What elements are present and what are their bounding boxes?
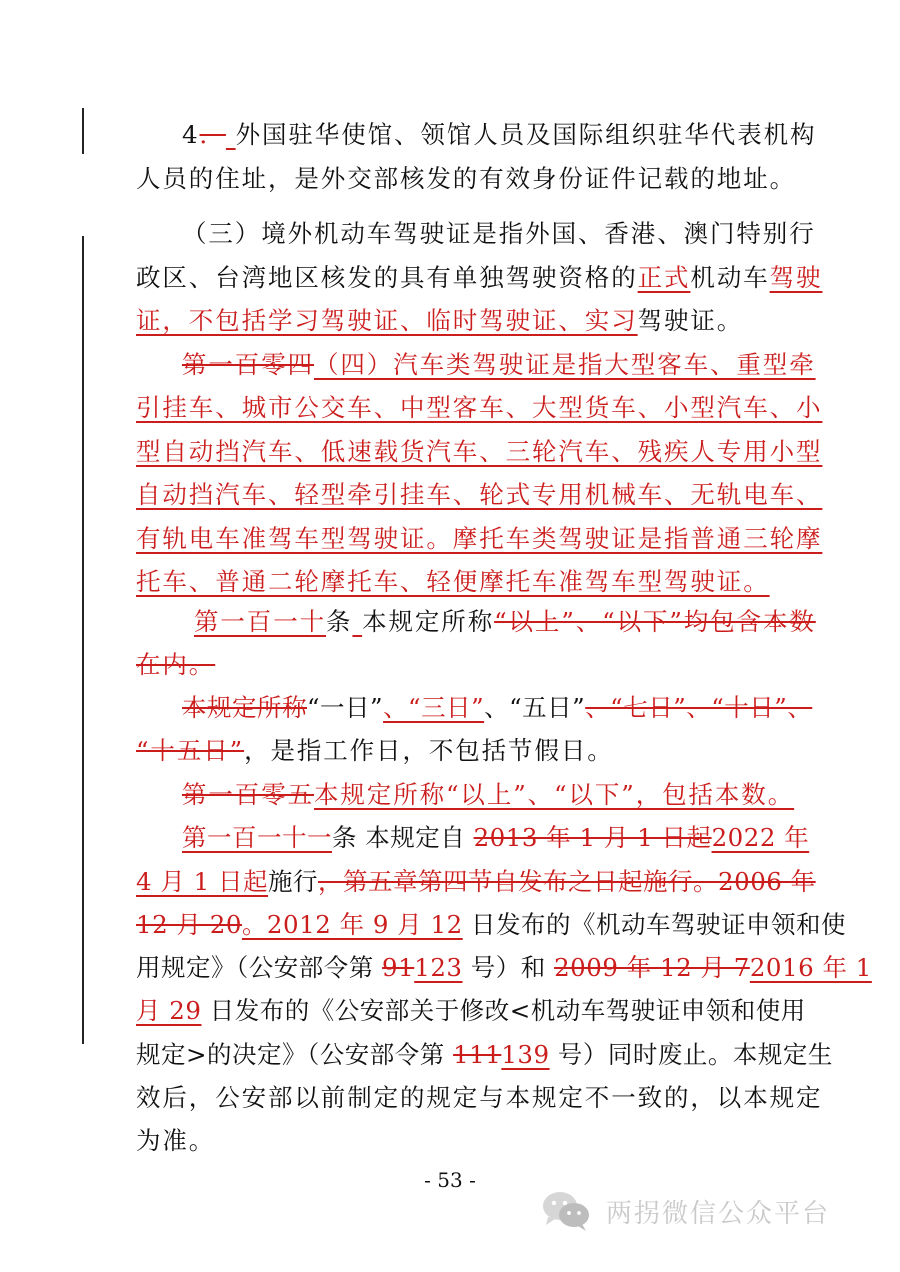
text-line bbox=[136, 214, 822, 254]
change-bar bbox=[82, 236, 84, 1044]
text-line bbox=[136, 475, 823, 515]
text-line bbox=[136, 388, 823, 428]
text-line bbox=[136, 1078, 823, 1118]
text-line bbox=[136, 562, 776, 602]
deleted-text: 在内。 bbox=[136, 650, 216, 679]
text-run: 号）同时废止。本规定生 bbox=[549, 1040, 833, 1069]
text-run: ，是指工作日，不包括节假日。 bbox=[244, 736, 614, 765]
inserted-text: 月 29 bbox=[136, 996, 202, 1025]
inserted-text: 自动挡汽车、轻型牵引挂车、轮式专用机械车、无轨电车、 bbox=[136, 480, 823, 509]
inserted-text: 驾驶 bbox=[769, 263, 823, 292]
text-line bbox=[136, 301, 776, 341]
inserted-text: 第一百一十 bbox=[194, 607, 326, 636]
inserted-text: 托车、普通二轮摩托车、轻便摩托车准驾车型驾驶证。 bbox=[136, 567, 770, 596]
text-line bbox=[136, 775, 822, 815]
deleted-text: 12 月 20 bbox=[136, 910, 242, 939]
inserted-text: 2022 年 bbox=[711, 823, 810, 852]
inserted-text bbox=[226, 120, 236, 149]
inserted-text: 第一百一十一 bbox=[182, 823, 332, 852]
text-line bbox=[136, 115, 822, 155]
inserted-text: 123 bbox=[414, 953, 463, 982]
inserted-text: 正式 bbox=[637, 263, 691, 292]
text-run: 本规定所称 bbox=[362, 607, 495, 636]
text-run: 为准。 bbox=[136, 1126, 216, 1155]
deleted-text: 2013 年 1 月 1 日起 bbox=[473, 823, 712, 852]
text-line bbox=[136, 862, 816, 902]
inserted-text: 引挂车、城市公交车、中型客车、大型货车、小型汽车、小 bbox=[136, 393, 823, 422]
text-run: 政区、台湾地区核发的具有单独驾驶资格的 bbox=[136, 263, 638, 292]
text-line bbox=[136, 731, 776, 771]
text-run: 条 bbox=[326, 607, 353, 636]
text-line bbox=[136, 602, 834, 642]
wechat-icon bbox=[540, 1189, 592, 1233]
deleted-text: 、“七日”、“十日”、 bbox=[585, 693, 813, 722]
page-number: - 53 - bbox=[424, 1168, 476, 1192]
text-run: 人员的住址，是外交部核发的有效身份证件记载的地址。 bbox=[136, 164, 796, 193]
deleted-text: 第一百零五 bbox=[182, 780, 314, 809]
text-run: 外国驻华使馆、领馆人员及国际组织驻华代表机构 bbox=[235, 120, 817, 149]
text-run: 驾驶证。 bbox=[637, 306, 744, 335]
deleted-text: 本规定所称 bbox=[182, 693, 307, 722]
text-run: 号）和 bbox=[462, 953, 555, 982]
text-run: 施行 bbox=[268, 867, 319, 896]
inserted-text: 有轨电车准驾车型驾驶证。摩托车类驾驶证是指普通三轮摩 bbox=[136, 524, 823, 553]
inserted-text: 139 bbox=[501, 1040, 550, 1069]
deleted-text: “十五日” bbox=[136, 736, 245, 765]
inserted-text: 证，不包括学习驾驶证、临时驾驶证、实习 bbox=[136, 306, 638, 335]
text-run: （三）境外机动车驾驶证是指外国、香港、澳门特别行 bbox=[182, 219, 816, 248]
text-line bbox=[136, 432, 823, 472]
deleted-text: 第一百零四 bbox=[182, 350, 314, 379]
text-run: 机动车 bbox=[690, 263, 770, 292]
text-run: 用规定》（公安部令第 bbox=[136, 953, 383, 982]
deleted-text: 111 bbox=[453, 1040, 502, 1069]
deleted-text: 91 bbox=[382, 953, 415, 982]
deleted-text: 2009 年 12 月 7 bbox=[554, 953, 750, 982]
text-run: “一日” bbox=[307, 693, 384, 722]
text-run: 4 bbox=[182, 120, 200, 149]
text-run: 规定>的决定》（公安部令第 bbox=[136, 1040, 454, 1069]
text-line bbox=[136, 905, 846, 945]
inserted-text bbox=[352, 607, 362, 636]
text-line bbox=[136, 1035, 833, 1075]
inserted-text: 本规定所称“以上”、“以下”，包括本数。 bbox=[314, 780, 795, 809]
deleted-text: ． bbox=[199, 120, 226, 149]
change-bar bbox=[82, 108, 84, 154]
text-line bbox=[136, 991, 806, 1031]
inserted-text: 型自动挡汽车、低速载货汽车、三轮汽车、残疾人专用小型 bbox=[136, 437, 823, 466]
inserted-text: （四）汽车类驾驶证是指大型客车、重型牵 bbox=[314, 350, 816, 379]
deleted-text: ，第五章第四节自发布之日起施行。2006 年 bbox=[318, 867, 816, 896]
inserted-text: 2016 年 1 bbox=[749, 953, 872, 982]
inserted-text: 、“三日” bbox=[383, 693, 485, 722]
deleted-text: “以上”、“以下”均包含本数 bbox=[494, 607, 816, 636]
inserted-text: 。2012 年 9 月 12 bbox=[241, 910, 463, 939]
text-line bbox=[136, 818, 822, 858]
text-run: 效后，公安部以前制定的规定与本规定不一致的，以本规定 bbox=[136, 1083, 823, 1112]
text-run: 日发布的《机动车驾驶证申领和使 bbox=[462, 910, 846, 939]
text-run: 日发布的《公安部关于修改<机动车驾驶证申领和使用 bbox=[201, 996, 806, 1025]
text-line bbox=[136, 519, 823, 559]
text-run: 条 bbox=[332, 823, 366, 852]
text-line bbox=[136, 688, 822, 728]
text-line bbox=[136, 645, 776, 685]
text-run: 本规定自 bbox=[365, 823, 474, 852]
watermark-text: 两拐微信公众平台 bbox=[606, 1198, 831, 1229]
text-line bbox=[136, 345, 822, 385]
watermark bbox=[540, 1186, 870, 1236]
text-line bbox=[136, 1121, 776, 1161]
text-line bbox=[136, 159, 796, 199]
text-run: 、“五日” bbox=[484, 693, 586, 722]
text-line bbox=[136, 258, 823, 298]
inserted-text: 4 月 1 日起 bbox=[136, 867, 269, 896]
text-line bbox=[136, 948, 872, 988]
